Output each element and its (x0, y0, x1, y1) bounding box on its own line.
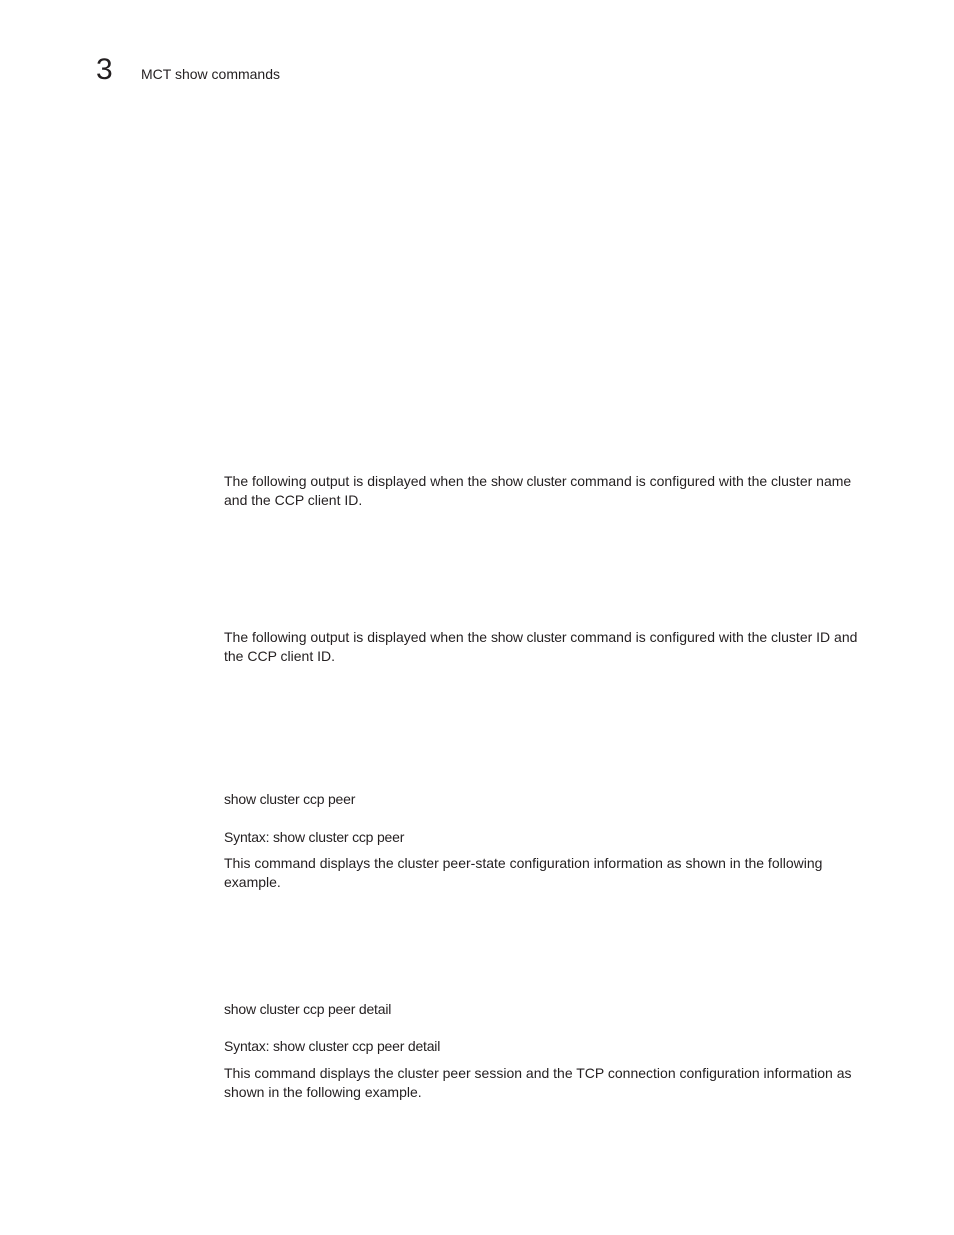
paragraph-text-before: The following output is displayed when the (224, 473, 491, 489)
paragraph-text-before: The following output is displayed when the (224, 629, 491, 645)
heading-show-cluster-ccp-peer-detail: show cluster ccp peer detail (224, 1001, 392, 1017)
command-show-cluster: show cluster (490, 473, 567, 489)
paragraph-text-after: command is configured with the cluster ID and the CCP client ID. (224, 629, 858, 664)
heading-show-cluster-ccp-peer: show cluster ccp peer (224, 791, 356, 807)
syntax-show-cluster-ccp-peer: Syntax: show cluster ccp peer (224, 829, 405, 845)
chapter-number: 3 (96, 53, 113, 86)
paragraph-text-after: command is configured with the cluster name and the CCP client ID. (224, 473, 852, 508)
syntax-show-cluster-ccp-peer-detail: Syntax: show cluster ccp peer detail (224, 1038, 441, 1054)
command-show-cluster: show cluster (490, 629, 567, 645)
description-show-cluster-ccp-peer: This command displays the cluster peer-state configuration information as shown in the following example. (224, 855, 823, 890)
chapter-title: MCT show commands (141, 66, 281, 82)
description-show-cluster-ccp-peer-detail: This command displays the cluster peer session and the TCP connection configuration information as shown in the following example. (224, 1065, 852, 1100)
paragraph-cluster-id-output (224, 628, 874, 666)
paragraph-cluster-name-output (224, 472, 874, 510)
